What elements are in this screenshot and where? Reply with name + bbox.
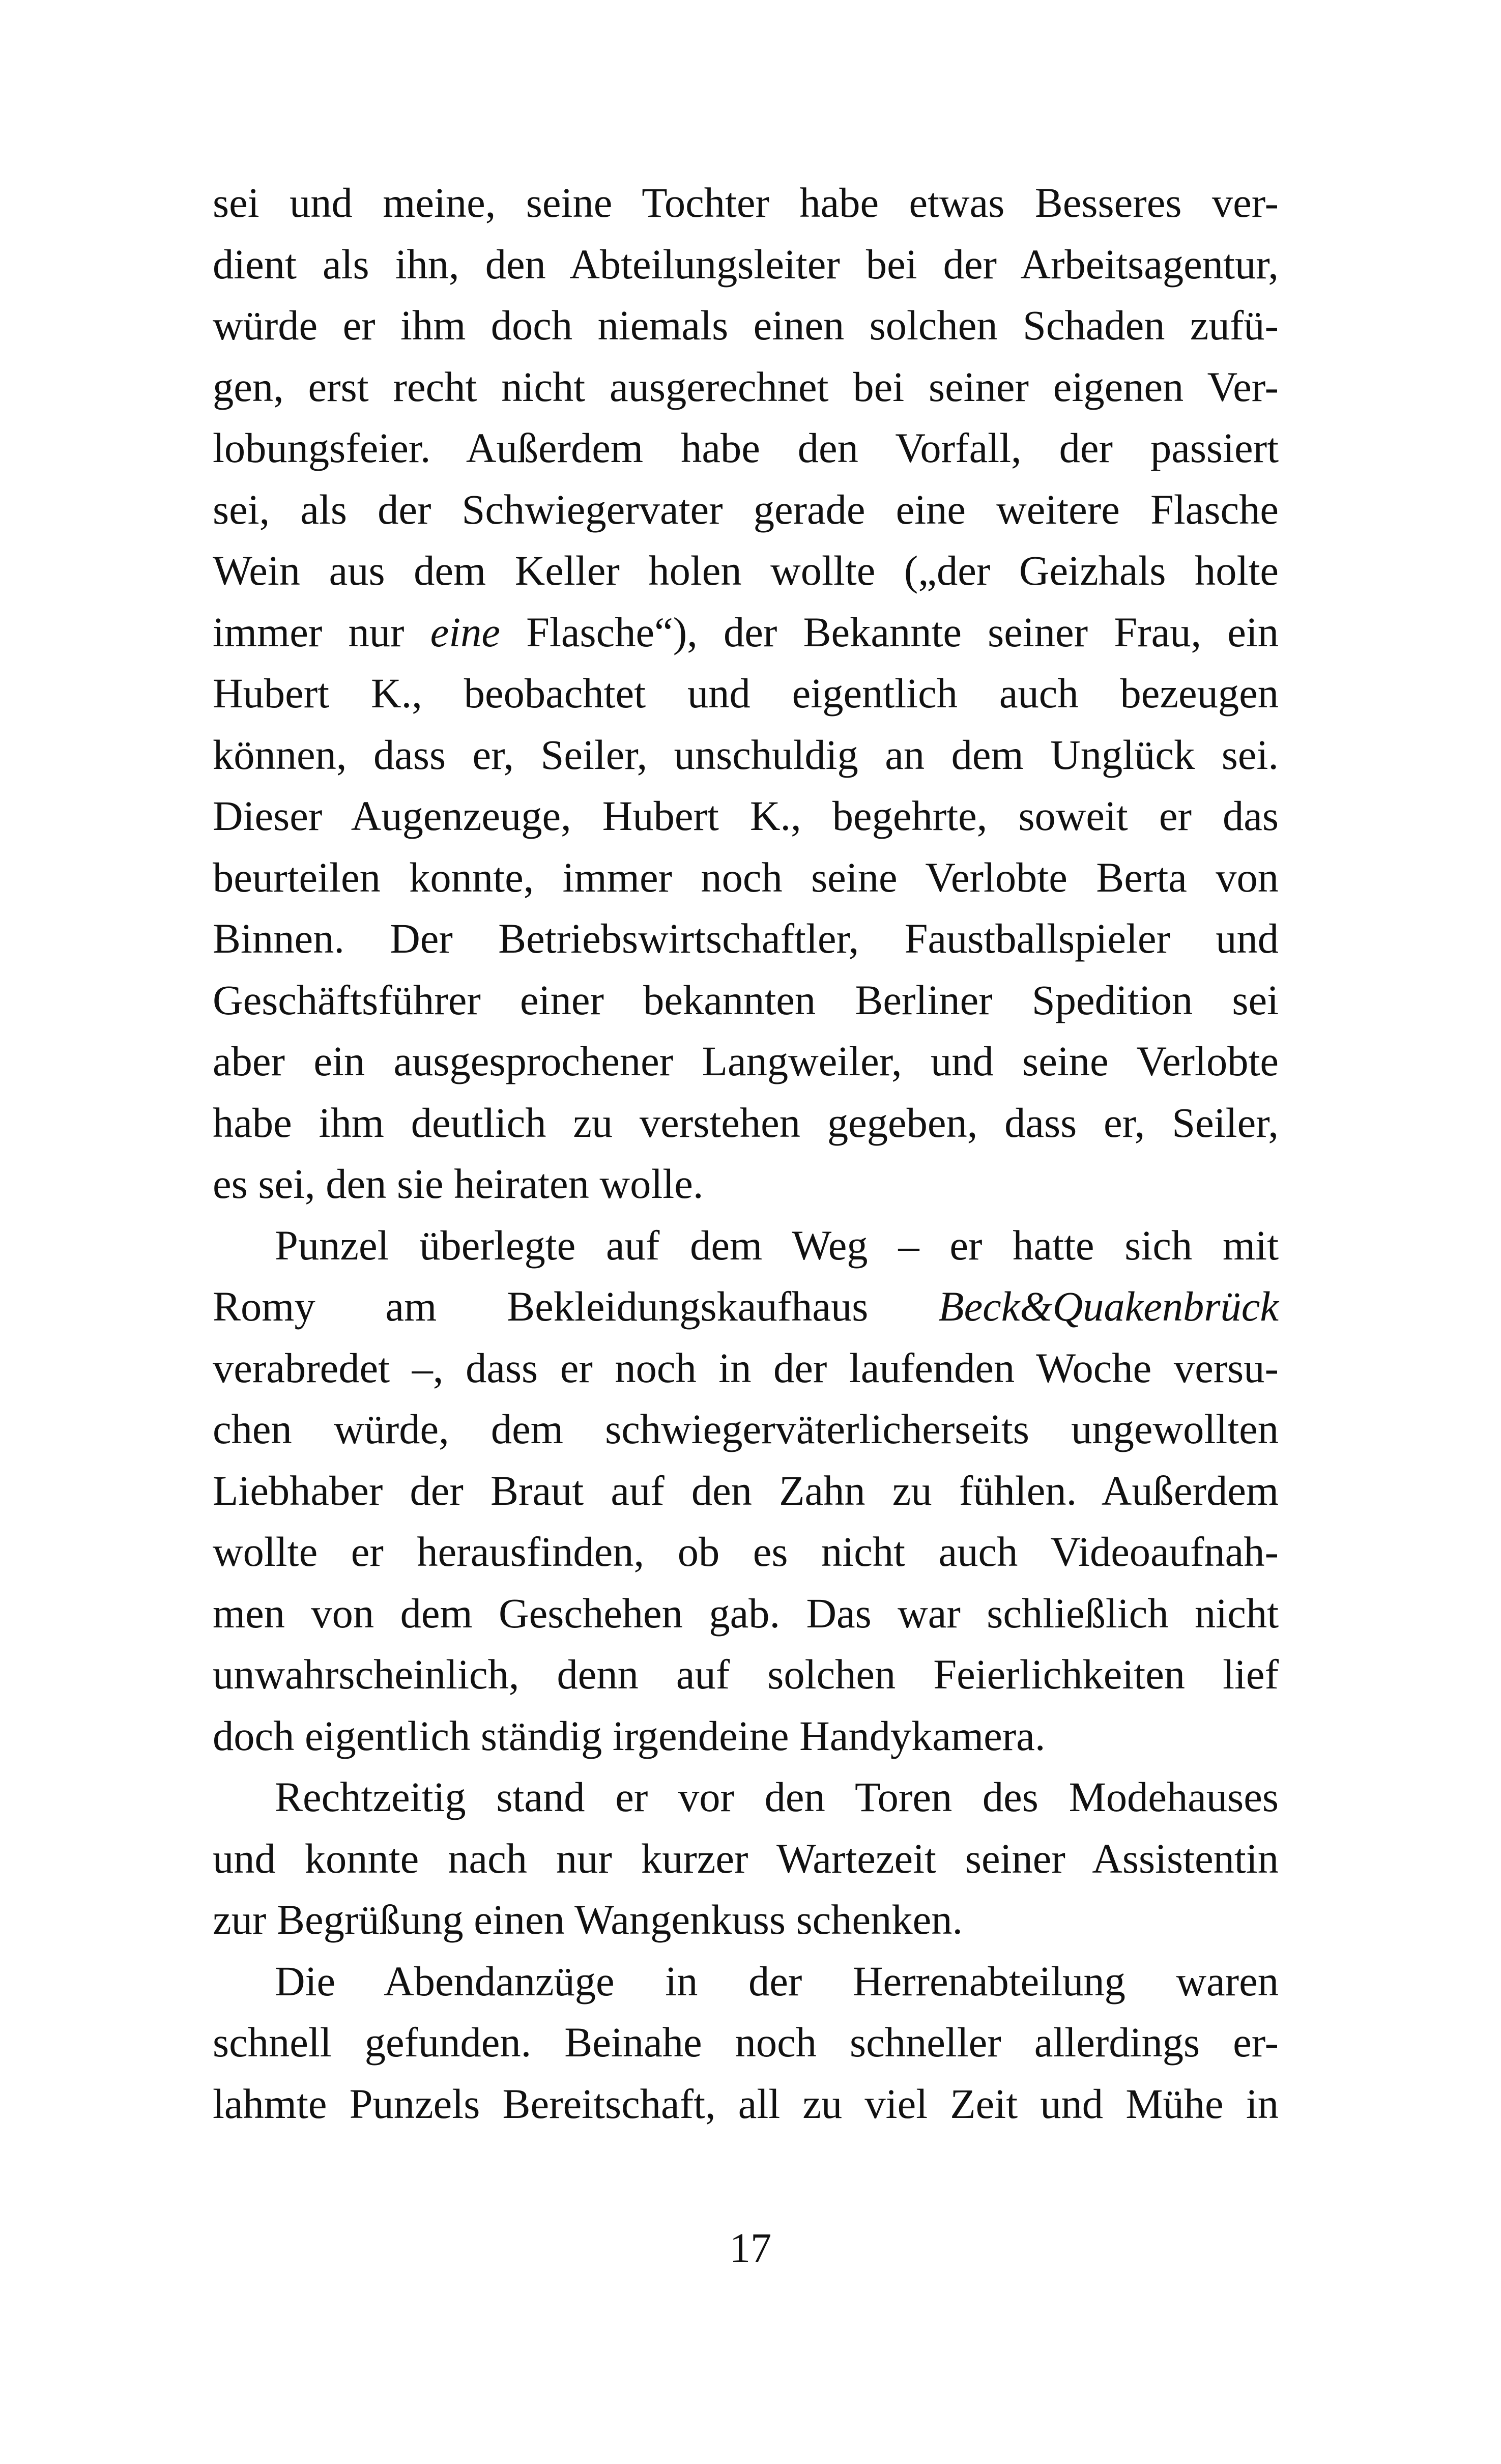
text-line [213,1276,1279,1337]
text-line: Hubert K., beobachtet und eigentlich auch bezeugen [213,670,1279,717]
text-line: Dieser Augenzeuge, Hubert K., begehrte, soweit er das [213,792,1279,839]
text-line: sei, als der Schwiegervater gerade eine weitere Flasche [213,485,1279,533]
text-line: gen, erst recht nicht ausgerechnet bei seiner eigenen Ver- [213,363,1279,410]
text-line: zur Begrüßung einen Wangenkuss schenken. [213,1896,963,1943]
text-line: beurteilen konnte, immer noch seine Verlobte Berta von [213,853,1279,901]
text-line: doch eigentlich ständig irgendeine Handykamera. [213,1712,1046,1759]
text-line: habe ihm deutlich zu verstehen gegeben, dass er, Seiler, [213,1099,1279,1146]
text-line: Geschäftsführer einer bekannten Berliner Spedition sei [213,976,1279,1023]
text-line: Rechtzeitig stand er vor den Toren des Modehauses [275,1773,1279,1820]
text-line: sei und meine, seine Tochter habe etwas Besseres ver- [213,179,1279,226]
text-line: lahmte Punzels Bereitschaft, all zu viel Zeit und Mühe in [213,2080,1279,2127]
text-line: lobungsfeier. Außerdem habe den Vorfall, der passiert [213,424,1279,471]
italic-text: Beck&Quakenbrück [938,1283,1279,1330]
text-line: verabredet –, dass er noch in der laufenden Woche versu- [213,1344,1279,1391]
text-segment: Flasche“), der Bekannte seiner Frau, ein [500,608,1279,655]
text-line: und konnte nach nur kurzer Wartezeit seiner Assistentin [213,1835,1279,1882]
italic-text: eine [430,608,500,655]
text-line: wollte er herausfinden, ob es nicht auch Videoaufnah- [213,1528,1279,1575]
text-segment: immer nur [213,608,430,655]
text-line: aber ein ausgesprochener Langweiler, und seine Verlobte [213,1038,1279,1084]
text-line: Die Abendanzüge in der Herrenabteilung waren [275,1957,1279,2004]
text-segment: Romy am Bekleidungskaufhaus [213,1283,939,1330]
text-line: schnell gefunden. Beinahe noch schneller allerdings er- [213,2019,1279,2066]
text-line: Liebhaber der Braut auf den Zahn zu fühlen. Außerdem [213,1467,1279,1514]
text-line: Binnen. Der Betriebswirtschaftler, Faustballspieler und [213,915,1279,962]
text-line: es sei, den sie heiraten wolle. [213,1160,704,1207]
text-line [213,601,1279,663]
text-line: Wein aus dem Keller holen wollte („der Geizhals holte [213,547,1279,594]
text-line: können, dass er, Seiler, unschuldig an dem Unglück sei. [213,731,1279,778]
text-line: dient als ihn, den Abteilungsleiter bei der Arbeitsagentur, [213,240,1279,288]
text-line: chen würde, dem schwiegerväterlicherseits ungewollten [213,1406,1279,1452]
page-number: 17 [729,2224,772,2271]
body-text [213,172,1279,2134]
text-line: unwahrscheinlich, denn auf solchen Feierlichkeiten lief [213,1651,1279,1698]
text-line: Punzel überlegte auf dem Weg – er hatte sich mit [275,1221,1279,1269]
text-line: würde er ihm doch niemals einen solchen Schaden zufü- [213,302,1279,349]
text-line: men von dem Geschehen gab. Das war schließlich nicht [213,1589,1279,1637]
